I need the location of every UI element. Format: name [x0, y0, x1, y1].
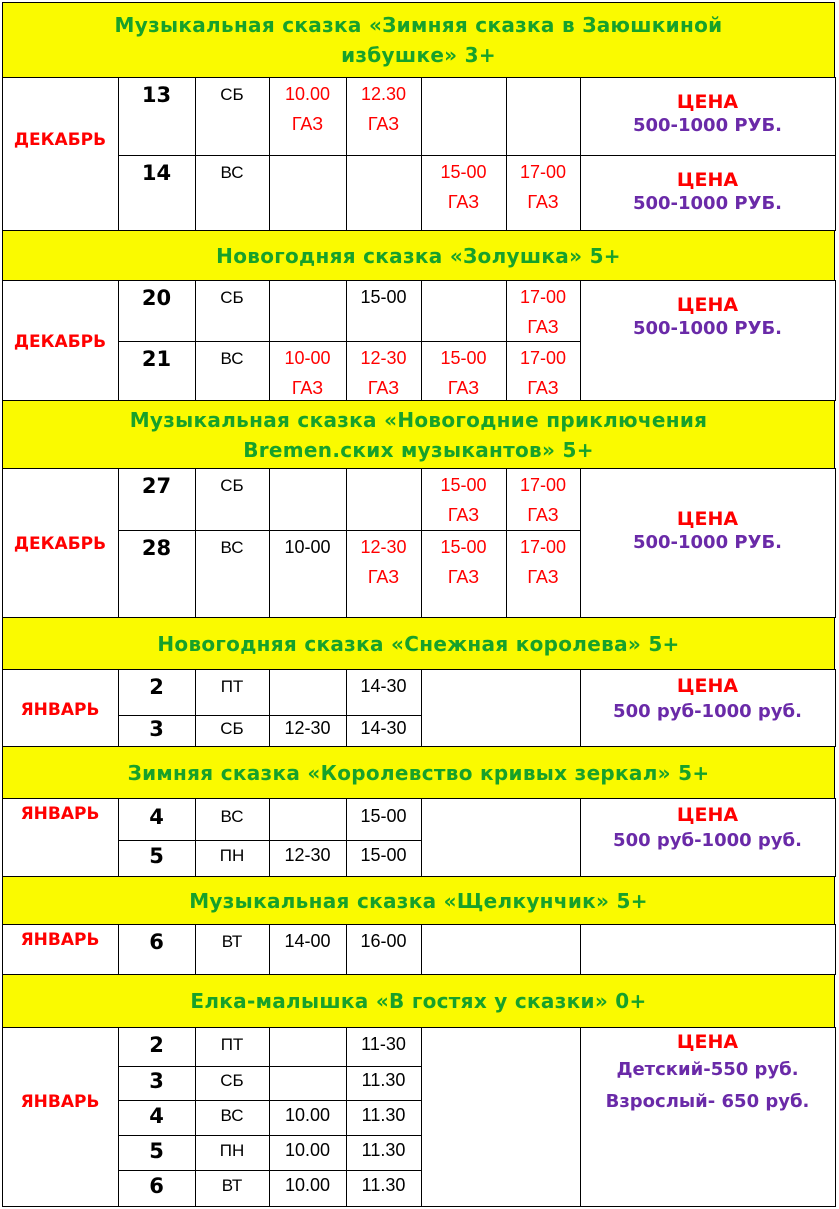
show-time: 15-00 — [360, 845, 407, 865]
price-value: 500 руб-1000 руб. — [613, 830, 802, 851]
schedule-table — [2, 2, 835, 1206]
show-time-gas: ГАЗ — [291, 378, 324, 398]
month-label: ДЕКАБРЬ — [13, 332, 107, 352]
section-title — [2, 876, 835, 925]
section-title-line: Музыкальная сказка «Новогодние приключения — [129, 407, 708, 432]
show-time: 15-00 — [360, 806, 407, 826]
time-cell — [269, 1027, 347, 1067]
show-time: 12-30 — [284, 718, 331, 738]
weekday: СБ — [220, 1071, 244, 1090]
show-time-gas: ГАЗ — [447, 567, 480, 587]
show-time: 11.30 — [361, 1175, 406, 1195]
weekday: ВС — [220, 349, 244, 368]
empty-cell — [421, 1027, 581, 1207]
show-time-gas: ГАЗ — [367, 378, 400, 398]
price-label: ЦЕНА — [676, 169, 739, 191]
day-number: 3 — [149, 717, 164, 741]
weekday: ПТ — [220, 1035, 244, 1054]
day-number: 14 — [141, 161, 172, 185]
month-label: ЯНВАРЬ — [20, 804, 100, 824]
section-title-line: избушке» 3+ — [341, 43, 496, 67]
time-cell — [421, 77, 507, 156]
day-number: 6 — [149, 930, 164, 954]
month-cell — [2, 1027, 119, 1207]
day-number: 21 — [141, 347, 172, 371]
day-number: 5 — [149, 1139, 164, 1163]
show-time: 16-00 — [360, 931, 407, 951]
section-title — [2, 400, 835, 469]
show-time-gas: ГАЗ — [527, 378, 559, 398]
show-time: 15-00 — [360, 287, 407, 307]
show-time-gas: 15-00 — [440, 537, 487, 557]
weekday: ВС — [220, 163, 244, 182]
price-cell — [580, 1027, 836, 1207]
price-label: ЦЕНА — [676, 91, 739, 113]
weekday: ВС — [220, 807, 244, 826]
show-time: 12-30 — [284, 845, 331, 865]
section-title — [2, 746, 835, 799]
time-cell — [346, 468, 422, 531]
show-time: 10.00 — [284, 1105, 331, 1125]
time-cell — [269, 798, 347, 841]
section-title-line: Елка-малышка «В гостях у сказки» 0+ — [190, 989, 647, 1013]
show-time-gas: 12-30 — [360, 537, 407, 557]
time-cell — [506, 77, 581, 156]
show-time-gas: ГАЗ — [527, 567, 559, 587]
show-time: 10.00 — [284, 1140, 331, 1160]
show-time: 10.00 — [284, 1175, 331, 1195]
section-title-line: Музыкальная сказка «Щелкунчик» 5+ — [189, 888, 648, 913]
day-number: 13 — [141, 83, 172, 107]
show-time-gas: ГАЗ — [527, 317, 559, 337]
month-cell — [2, 77, 119, 231]
section-title-line: Новогодняя сказка «Золушка» 5+ — [216, 243, 621, 268]
price-label: ЦЕНА — [676, 1031, 739, 1053]
price-value: 500-1000 РУБ. — [632, 115, 783, 136]
time-cell — [269, 669, 347, 716]
day-number: 4 — [149, 1104, 164, 1128]
show-time-gas: ГАЗ — [447, 192, 480, 212]
weekday: СБ — [220, 476, 244, 495]
weekday: ВТ — [221, 1176, 243, 1195]
day-number: 4 — [149, 805, 164, 829]
price-label: ЦЕНА — [676, 675, 739, 697]
month-label: ЯНВАРЬ — [20, 1092, 100, 1112]
show-time: 14-30 — [360, 676, 407, 696]
price-value: 500-1000 РУБ. — [632, 532, 783, 553]
show-time-gas: 17-00 — [519, 348, 567, 368]
weekday: ПН — [219, 846, 245, 865]
price-value: 500 руб-1000 руб. — [613, 701, 802, 722]
day-number: 27 — [141, 474, 172, 498]
show-time-gas: 15-00 — [440, 162, 487, 182]
price-value: 500-1000 РУБ. — [632, 193, 783, 214]
show-time-gas: ГАЗ — [447, 378, 480, 398]
show-time: 11.30 — [361, 1105, 406, 1125]
time-cell — [421, 280, 507, 342]
weekday: ВТ — [221, 932, 243, 951]
day-number: 6 — [149, 1174, 164, 1198]
day-number: 20 — [141, 286, 172, 310]
weekday: ПН — [219, 1141, 245, 1160]
section-title — [2, 230, 835, 281]
day-number: 2 — [149, 675, 164, 699]
show-time-gas: 17-00 — [519, 287, 567, 307]
show-time-gas: 12.30 — [360, 84, 407, 104]
month-label: ДЕКАБРЬ — [13, 130, 107, 150]
show-time-gas: ГАЗ — [291, 114, 324, 134]
show-time-gas: 17-00 — [519, 537, 567, 557]
time-cell — [269, 280, 347, 342]
section-title-line: Музыкальная сказка «Зимняя сказка в Заюшкиной — [114, 13, 723, 37]
day-number: 28 — [141, 536, 172, 560]
show-time-gas: ГАЗ — [447, 505, 480, 525]
price-value-adult: Взрослый- 650 руб. — [605, 1091, 810, 1112]
section-title — [2, 974, 835, 1028]
empty-cell — [421, 798, 581, 877]
weekday: СБ — [220, 719, 244, 738]
show-time: 11-30 — [361, 1034, 406, 1054]
show-time-gas: 15-00 — [440, 348, 487, 368]
price-value: 500-1000 РУБ. — [632, 318, 783, 339]
show-time-gas: 12-30 — [360, 348, 407, 368]
show-time: 14-00 — [284, 931, 331, 951]
weekday: СБ — [220, 85, 244, 104]
weekday: ПТ — [220, 677, 244, 696]
weekday: ВС — [220, 1106, 244, 1125]
day-number: 5 — [149, 844, 164, 868]
month-label: ДЕКАБРЬ — [13, 534, 107, 554]
show-time-gas: 10-00 — [284, 348, 331, 368]
section-title-line: Зимняя сказка «Королевство кривых зеркал» 5+ — [127, 760, 710, 785]
day-number: 2 — [149, 1033, 164, 1057]
weekday: СБ — [220, 288, 244, 307]
show-time-gas: 17-00 — [519, 162, 567, 182]
section-title — [2, 617, 835, 670]
show-time-gas: 15-00 — [440, 475, 487, 495]
show-time-gas: 17-00 — [519, 475, 567, 495]
time-cell — [346, 155, 422, 231]
weekday: ВС — [220, 538, 244, 557]
section-title-line: Bremen.ских музыкантов» 5+ — [243, 437, 594, 462]
price-cell — [580, 924, 836, 975]
show-time-gas: ГАЗ — [527, 192, 559, 212]
show-time: 11.30 — [361, 1140, 406, 1160]
show-time-gas: ГАЗ — [527, 505, 559, 525]
empty-cell — [421, 669, 581, 747]
price-label: ЦЕНА — [676, 804, 739, 826]
price-label: ЦЕНА — [676, 508, 739, 530]
show-time: 10-00 — [284, 537, 331, 557]
price-value: Детский-550 руб. — [616, 1059, 799, 1080]
section-title-line: Новогодняя сказка «Снежная королева» 5+ — [157, 631, 680, 656]
show-time-gas: 10.00 — [284, 84, 331, 104]
show-time-gas: ГАЗ — [367, 567, 400, 587]
section-title — [2, 2, 835, 78]
month-label: ЯНВАРЬ — [20, 930, 100, 950]
show-time: 14-30 — [360, 718, 407, 738]
price-label: ЦЕНА — [676, 294, 739, 316]
time-cell — [269, 468, 347, 531]
time-cell — [269, 155, 347, 231]
show-time-gas: ГАЗ — [367, 114, 400, 134]
empty-cell — [421, 924, 581, 975]
day-number: 3 — [149, 1069, 164, 1093]
month-label: ЯНВАРЬ — [20, 700, 100, 720]
time-cell — [269, 1066, 347, 1101]
show-time: 11.30 — [361, 1070, 406, 1090]
